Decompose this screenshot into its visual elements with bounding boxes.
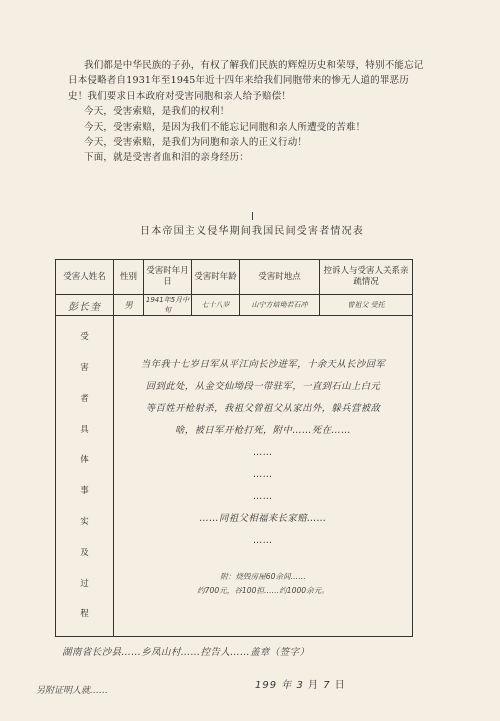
cell-age: 七十八岁: [192, 295, 240, 316]
side-char: 害: [80, 362, 89, 373]
cell-name: 彭长奎: [56, 295, 114, 316]
title-mark: [252, 212, 253, 220]
intro-paragraph-4: 今天，受害索赔，是我们为同胞和亲人的正义行动！: [84, 137, 308, 149]
side-char: 程: [80, 609, 89, 620]
header-sex: 性别: [114, 260, 144, 295]
testimony-line: 啥，被日军开枪打死，附中……死在……: [175, 425, 351, 436]
testimony-line: ……同祖父相福来长家赔……: [199, 513, 327, 524]
side-char: 者: [80, 393, 89, 404]
header-age: 受害时年龄: [192, 260, 240, 295]
side-char: 实: [80, 516, 89, 527]
testimony-text: [114, 354, 412, 552]
header-relation: 控诉人与受害人关系亲疏情况: [320, 260, 413, 295]
victim-table: [55, 259, 413, 637]
side-char: 体: [80, 455, 89, 466]
side-label-cell: [56, 316, 114, 637]
testimony-line: ……: [253, 491, 273, 502]
testimony-note: [114, 570, 412, 598]
testimony-line: 当年我十七岁日军从平江向长沙进军，十余天从长沙回军: [140, 359, 386, 370]
header-name: 受害人姓名: [56, 260, 114, 295]
side-char: 过: [80, 578, 89, 589]
testimony-cell: [114, 316, 413, 637]
date-day-label: 日: [334, 680, 346, 691]
side-char: 具: [80, 424, 89, 435]
date-month: 3: [296, 680, 304, 691]
intro-paragraph-3: 今天，受害索赔，是因为我们不能忘记同胞和亲人所遭受的苦难！: [84, 121, 366, 133]
header-date: 受害时年月日: [144, 260, 192, 295]
side-char: 受: [80, 332, 89, 343]
signature-text: 湖南省长沙县……乡凤山村……控告人……盖章（签字）: [62, 647, 310, 658]
cell-date: 1941年5月中旬: [144, 295, 192, 316]
date-month-label: 月: [308, 680, 320, 691]
witness-note: 另附证明人就……: [36, 686, 109, 696]
side-char: 及: [80, 547, 89, 558]
intro-paragraph-1: 我们都是中华民族的子孙，有权了解我们民族的辉煌历史和荣辱，特别不能忘记日本侵略者自1931年至1945年近十四年来给我们同胞带来的惨无人道的罪恶历史！我们要求日本政府对受害同胞和亲人给予赔偿！: [68, 60, 424, 102]
document-date: [255, 676, 346, 691]
note-line: 约700元，谷100担……约1000余元。: [197, 586, 329, 595]
intro-paragraph-2: 今天，受害索赔，是我们的权利！: [84, 106, 230, 118]
table-title: 日本帝国主义侵华期间我国民间受害者情况表: [140, 226, 364, 237]
testimony-line: 等百姓开枪射杀，我祖父曾祖父从家出外，躲兵营被敌: [145, 403, 381, 414]
cell-sex: 男: [114, 295, 144, 316]
testimony-line: ……: [253, 447, 273, 458]
intro-paragraph-5: 下面，就是受害者血和泪的亲身经历：: [84, 152, 249, 164]
complainant-signature-line: [62, 644, 309, 658]
date-year: 199 年: [255, 680, 293, 691]
date-day: 7: [323, 680, 331, 691]
header-place: 受害时地点: [240, 260, 320, 295]
testimony-line: ……: [253, 469, 273, 480]
testimony-line: ……: [253, 535, 273, 546]
cell-place: 山宁方培坳若石冲: [240, 295, 320, 316]
testimony-line: 回到此处，从金交仙坳段一带驻军，一直到石山上白元: [145, 381, 381, 392]
side-char: 事: [80, 486, 89, 497]
cell-relation: 曾祖父 受托: [320, 295, 413, 316]
note-line: 附：烧毁房屋60余间……: [220, 572, 306, 581]
intro-text: [68, 58, 428, 166]
